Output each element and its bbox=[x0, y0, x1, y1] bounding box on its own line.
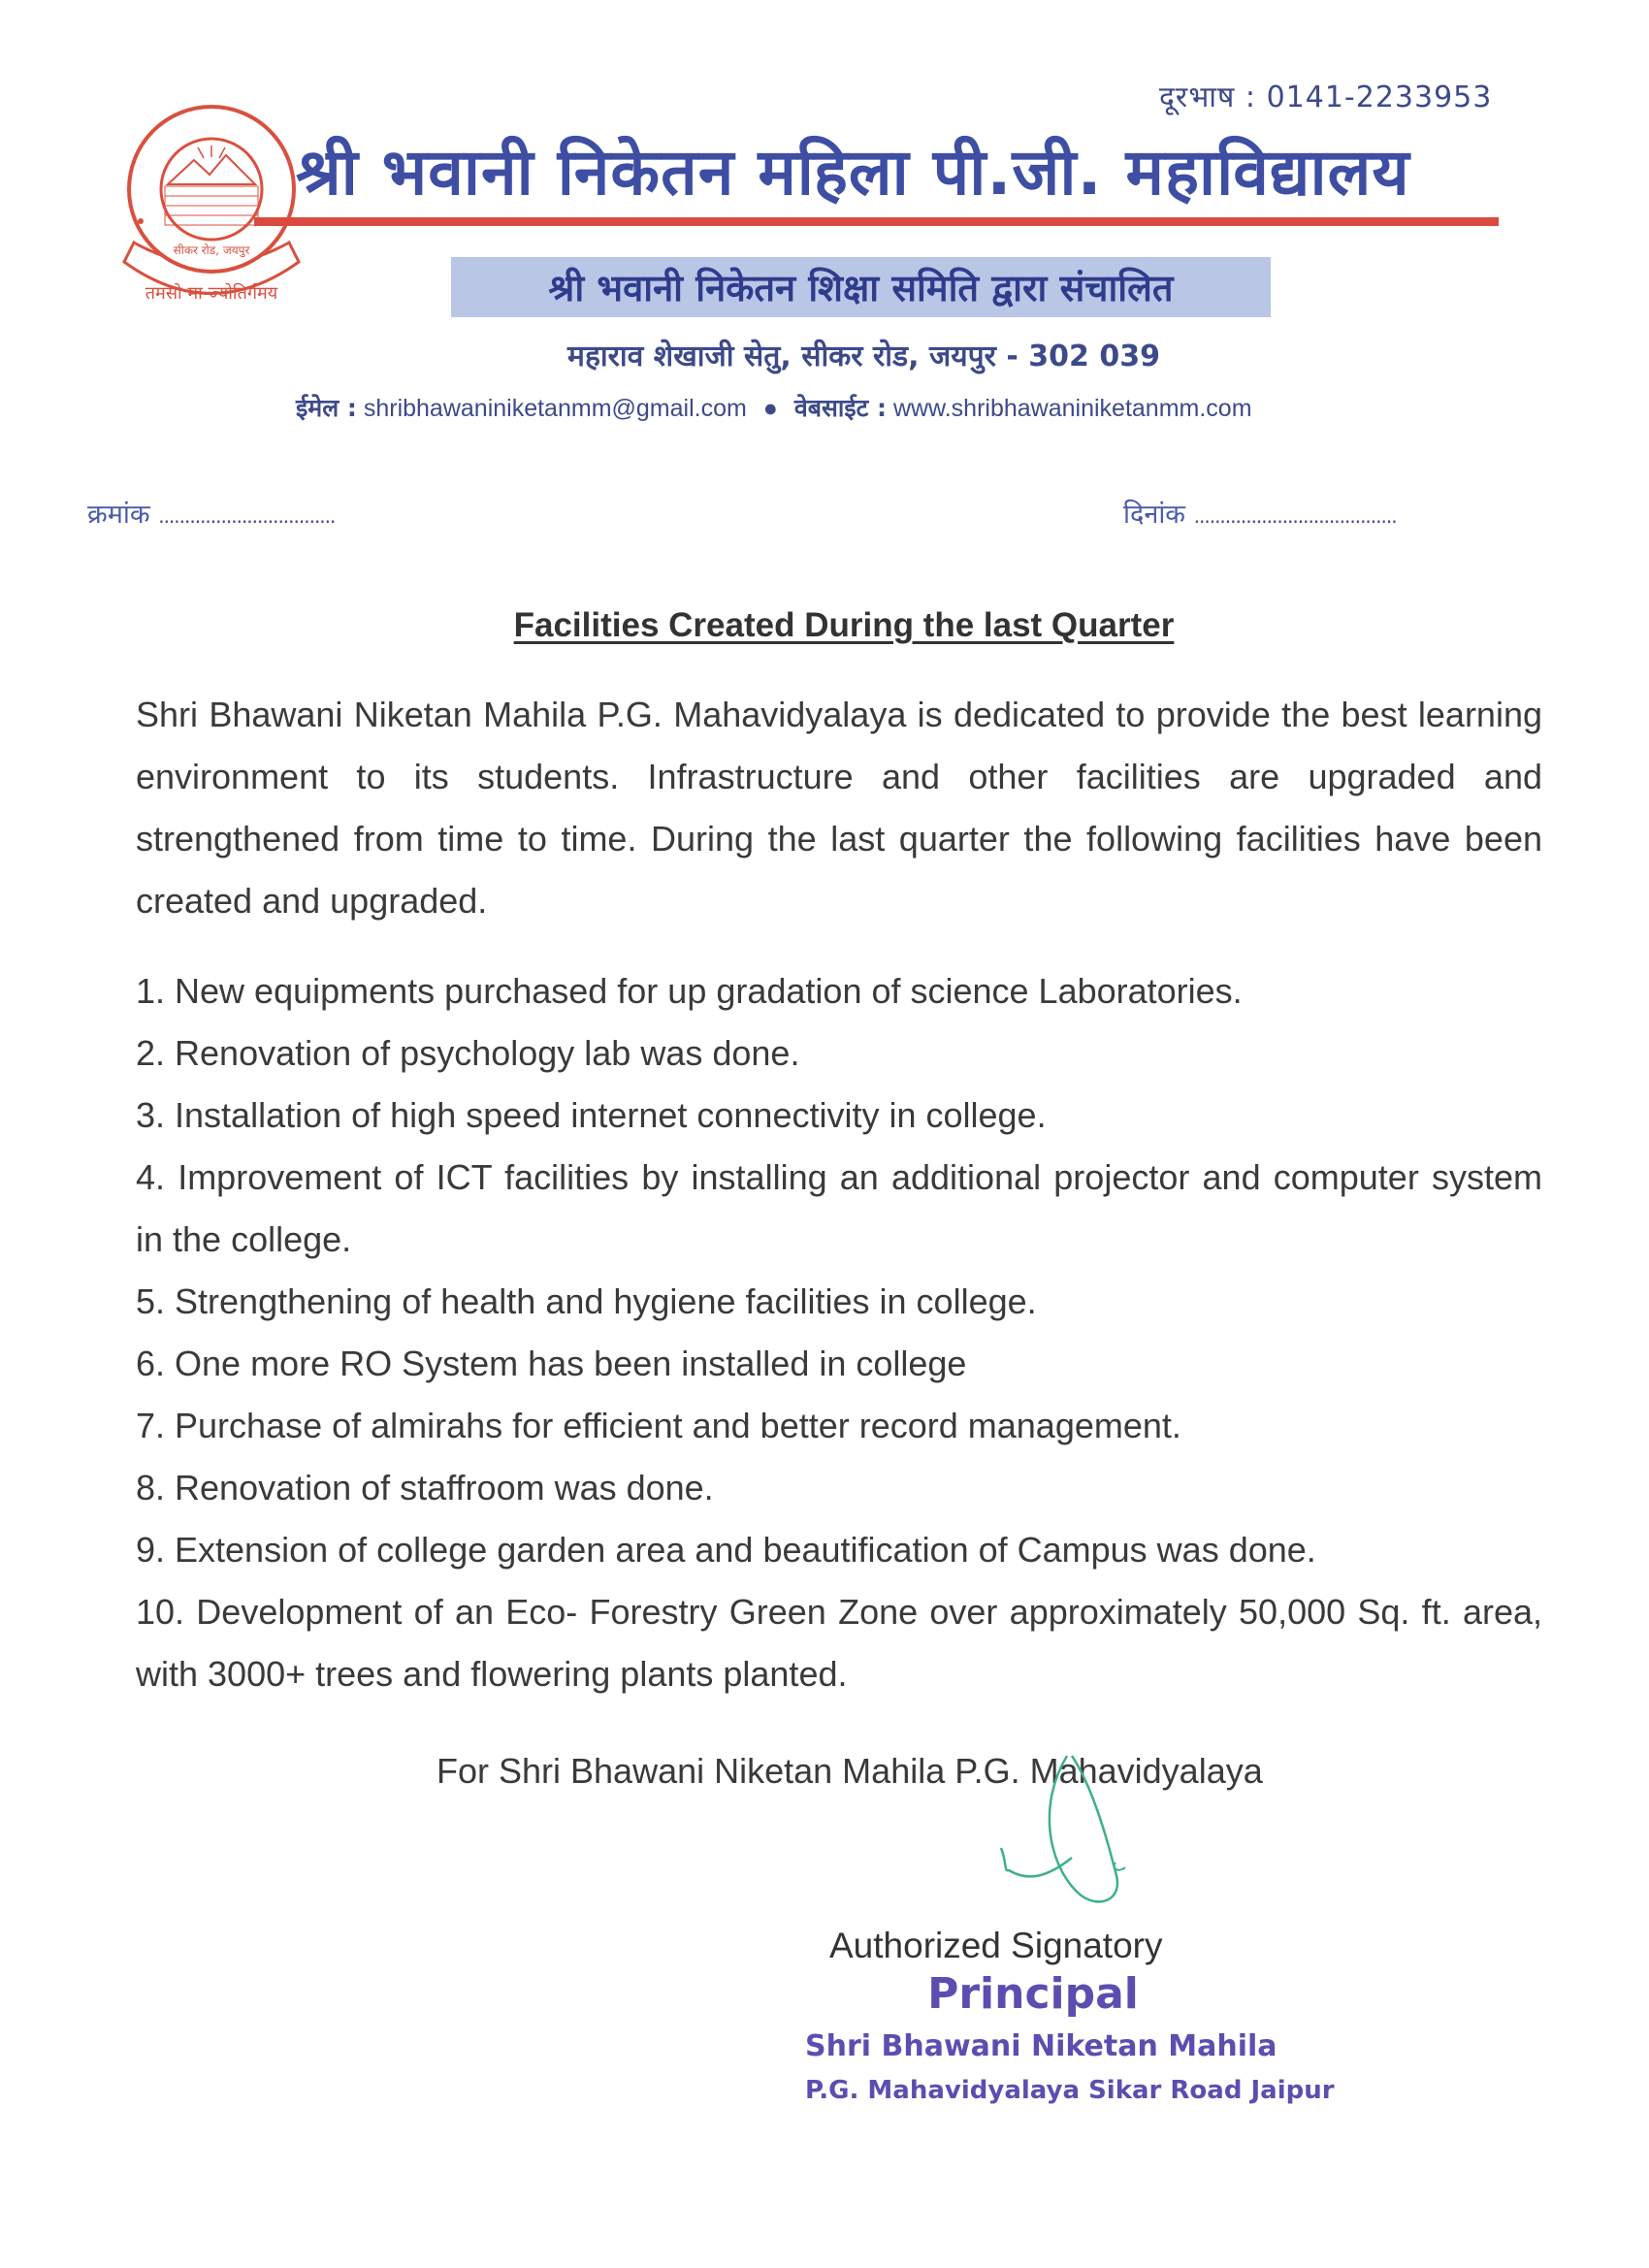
facilities-list bbox=[136, 960, 1542, 1705]
college-logo bbox=[105, 97, 318, 306]
list-item: 10. Development of an Eco- Forestry Green Zone over approximately 50,000 Sq. ft. area, with 3000+ trees and flowering plants planted. bbox=[136, 1592, 1542, 1694]
stamp-title: Principal bbox=[927, 1969, 1139, 2019]
college-name: श्री भवानी निकेतन महिला पी.जी. महाविद्यालय bbox=[296, 135, 1410, 210]
handwritten-signature bbox=[980, 1746, 1193, 1940]
email-link[interactable]: shribhawaniniketanmm@gmail.com bbox=[363, 395, 747, 422]
list-item: 2. Renovation of psychology lab was done. bbox=[136, 1033, 800, 1073]
reference-number bbox=[87, 495, 335, 531]
managed-by-banner bbox=[451, 257, 1271, 317]
managed-by-text: श्री भवानी निकेतन शिक्षा समिति द्वारा संचालित bbox=[548, 267, 1174, 309]
list-item: 1. New equipments purchased for up gradation of science Laboratories. bbox=[136, 971, 1243, 1011]
email-label: ईमेल : bbox=[296, 394, 357, 422]
document-heading bbox=[0, 606, 1649, 645]
list-item: 6. One more RO System has been installed in college bbox=[136, 1344, 967, 1383]
reference-date bbox=[1123, 495, 1397, 531]
address: महाराव शेखाजी सेतु, सीकर रोड, जयपुर - 302 039 bbox=[567, 340, 1160, 373]
closing-line: For Shri Bhawani Niketan Mahila P.G. Mahavidyalaya bbox=[436, 1751, 1263, 1791]
list-item: 7. Purchase of almirahs for efficient and better record management. bbox=[136, 1406, 1181, 1445]
list-item: 8. Renovation of staffroom was done. bbox=[136, 1468, 714, 1507]
svg-text:तमसो मा ज्योतिर्गमय: तमसो मा ज्योतिर्गमय bbox=[145, 283, 278, 304]
contact-line bbox=[296, 391, 1252, 424]
list-item: 3. Installation of high speed internet connectivity in college. bbox=[136, 1095, 1047, 1135]
list-item: 4. Improvement of ICT facilities by installing an additional projector and computer system in the college. bbox=[136, 1157, 1542, 1259]
stamp-line-2: P.G. Mahavidyalaya Sikar Road Jaipur bbox=[805, 2076, 1335, 2105]
stamp-line-1: Shri Bhawani Niketan Mahila bbox=[805, 2029, 1277, 2063]
svg-text:सीकर रोड, जयपुर: सीकर रोड, जयपुर bbox=[173, 243, 250, 257]
website-label: वेबसाईट : bbox=[793, 394, 887, 422]
document-heading-text: Facilities Created During the last Quarter bbox=[513, 606, 1175, 644]
reference-number-label: क्रमांक bbox=[87, 500, 150, 530]
reference-number-blank: .................................. bbox=[158, 504, 336, 528]
reference-date-blank: ....................................... bbox=[1193, 504, 1397, 528]
website-link[interactable]: www.shribhawaniniketanmm.com bbox=[892, 395, 1252, 422]
list-item: 9. Extension of college garden area and beautification of Campus was done. bbox=[136, 1530, 1316, 1570]
header-divider bbox=[254, 217, 1499, 226]
reference-date-label: दिनांक bbox=[1123, 500, 1186, 530]
list-item: 5. Strengthening of health and hygiene facilities in college. bbox=[136, 1281, 1037, 1321]
intro-paragraph: Shri Bhawani Niketan Mahila P.G. Mahavidyalaya is dedicated to provide the best learning environment to its students. Infrastructure and other facilities are upgraded and strengthened from time to time. During the last quarter the following facilities have been created and upgraded. bbox=[136, 695, 1542, 921]
authorized-signatory: Authorized Signatory bbox=[829, 1926, 1163, 1965]
bullet-separator: ● bbox=[762, 395, 778, 422]
phone-number: दूरभाष : 0141-2233953 bbox=[1159, 81, 1493, 114]
